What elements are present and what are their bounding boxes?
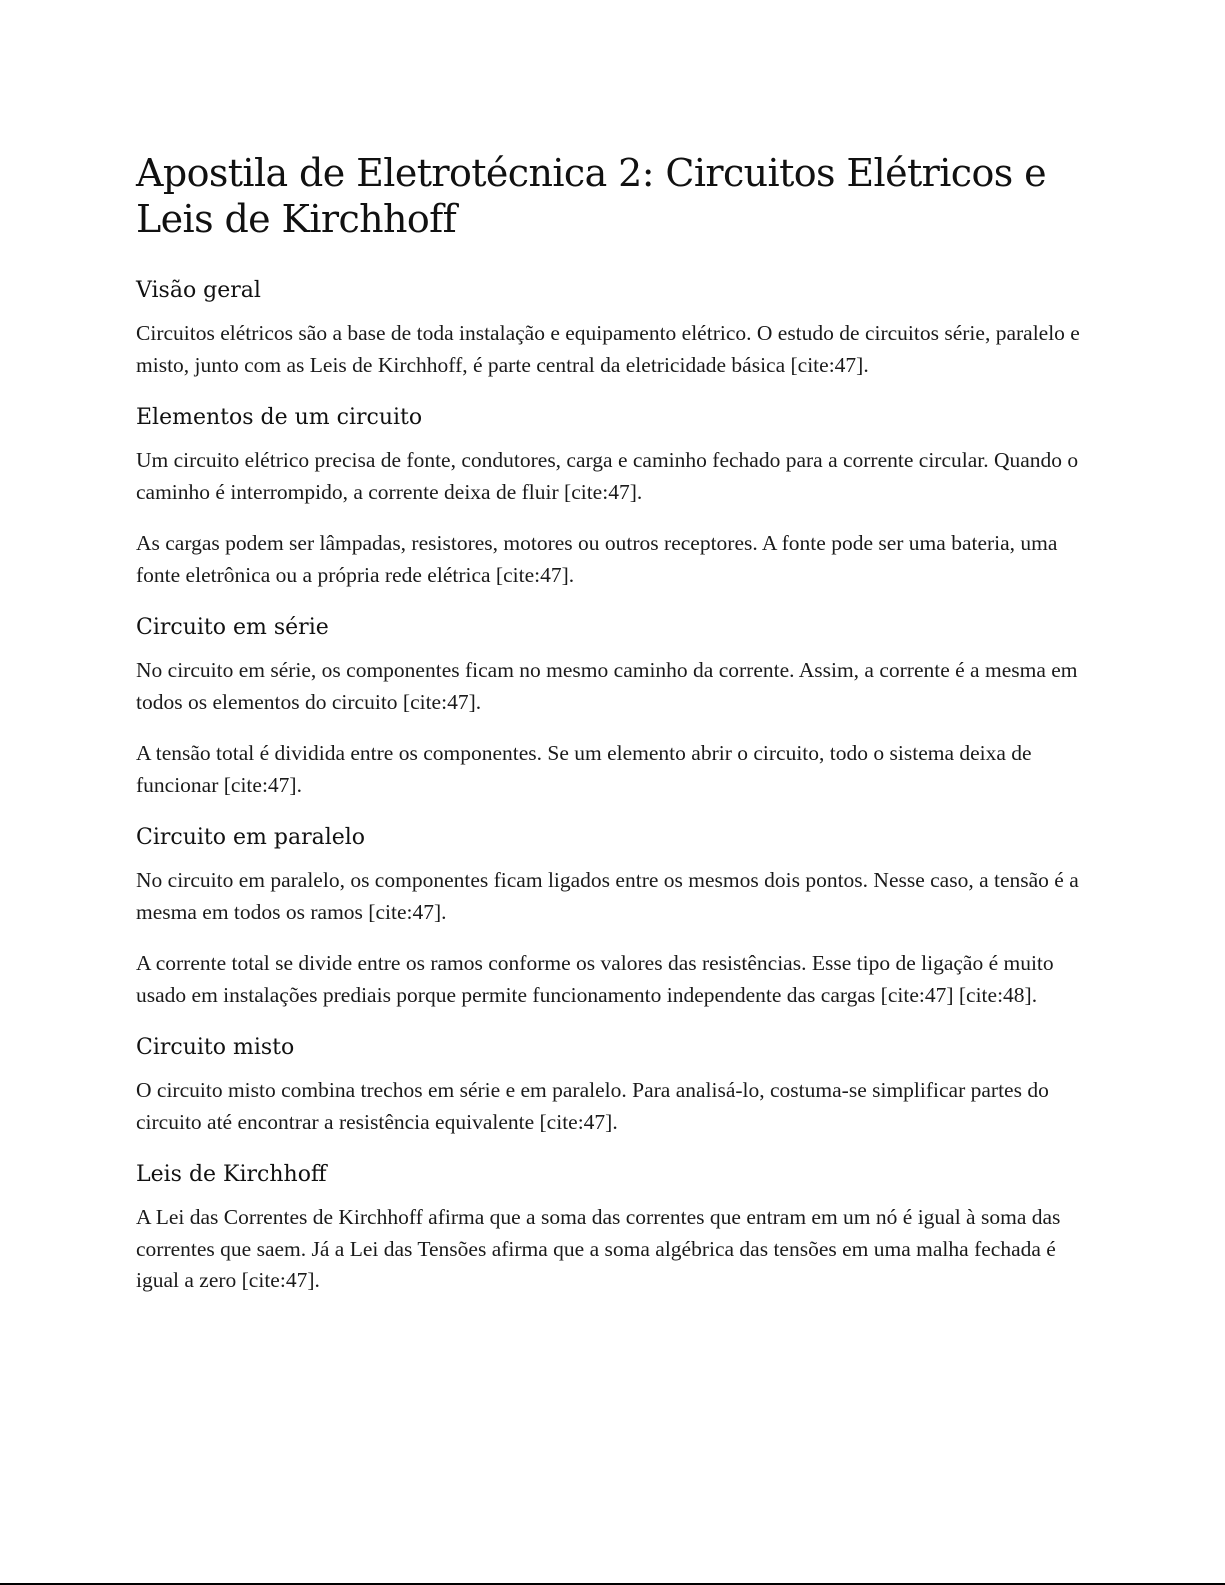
section-heading: Circuito em série [136, 615, 329, 640]
section-circuito-serie [136, 613, 1086, 801]
section-elementos [136, 403, 1086, 591]
section-circuito-misto [136, 1033, 1086, 1138]
document-title: Apostila de Eletrotécnica 2: Circuitos Elétricos e Leis de Kirchhoff [136, 151, 1047, 241]
section-heading: Visão geral [136, 278, 261, 303]
section-heading: Circuito misto [136, 1035, 295, 1060]
section-circuito-paralelo [136, 823, 1086, 1011]
section-paragraph: Um circuito elétrico precisa de fonte, condutores, carga e caminho fechado para a corrente circular. Quando o caminho é interrompido, a corrente deixa de fluir [cite:47]. [136, 448, 1079, 504]
section-visao-geral [136, 276, 1086, 381]
section-paragraph: Circuitos elétricos são a base de toda instalação e equipamento elétrico. O estudo de circuitos série, paralelo e misto, junto com as Leis de Kirchhoff, é parte central da eletricidade básica [cite:47]. [136, 321, 1080, 377]
section-heading: Elementos de um circuito [136, 405, 423, 430]
section-leis-kirchhoff [136, 1160, 1086, 1297]
section-paragraph: A tensão total é dividida entre os componentes. Se um elemento abrir o circuito, todo o sistema deixa de funcionar [cite:47]. [136, 741, 1032, 797]
section-paragraph: As cargas podem ser lâmpadas, resistores, motores ou outros receptores. A fonte pode ser uma bateria, uma fonte eletrônica ou a própria rede elétrica [cite:47]. [136, 531, 1058, 587]
section-paragraph: A Lei das Correntes de Kirchhoff afirma que a soma das correntes que entram em um nó é igual à soma das correntes que saem. Já a Lei das Tensões afirma que a soma algébrica das tensões em uma malha fechada é igual a zero [cite:47]. [136, 1205, 1061, 1292]
section-heading: Leis de Kirchhoff [136, 1162, 327, 1187]
section-paragraph: No circuito em paralelo, os componentes ficam ligados entre os mesmos dois pontos. Nesse caso, a tensão é a mesma em todos os ramos [cite:47]. [136, 868, 1079, 924]
section-paragraph: A corrente total se divide entre os ramos conforme os valores das resistências. Esse tipo de ligação é muito usado em instalações prediais porque permite funcionamento independente das cargas [cite:47] [cite:48]. [136, 951, 1054, 1007]
section-paragraph: O circuito misto combina trechos em série e em paralelo. Para analisá-lo, costuma-se simplificar partes do circuito até encontrar a resistência equivalente [cite:47]. [136, 1078, 1049, 1134]
section-heading: Circuito em paralelo [136, 825, 366, 850]
section-paragraph: No circuito em série, os componentes ficam no mesmo caminho da corrente. Assim, a corrente é a mesma em todos os elementos do circuito [cite:47]. [136, 658, 1078, 714]
document-page [136, 150, 1086, 1319]
